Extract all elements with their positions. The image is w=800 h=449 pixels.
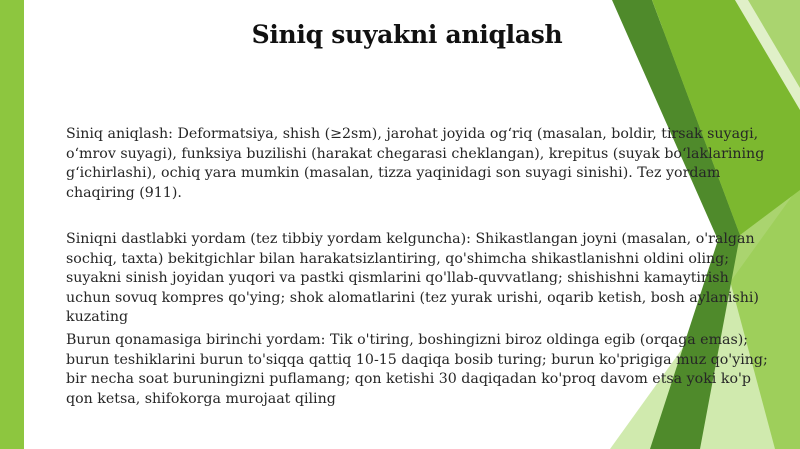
paragraph-fracture-signs: Siniq aniqlash: Deformatsiya, shish (≥2sm), jarohat joyida og‘riq (masalan, boldir, tirsak suyagi, o‘mrov suyagi), funksiya buzilishi (harakat chegarasi cheklangan), krepitus (suyak bo‘laklarining g‘ichirlashi), ochiq yara mumkin (masalan, tizza yaqinidagi son suyagi sinishi). Tez yordam chaqiring (911). <box>66 126 765 201</box>
slide-title: Siniq suyakni aniqlash <box>251 20 563 49</box>
paragraph-nosebleed-first-aid: Burun qonamasiga birinchi yordam: Tik o'tiring, boshingizni biroz oldinga egib (orqaga emas); burun teshiklarini burun to'siqqa qattiq 10-15 daqiqa bosib turing; burun ko'prigiga muz qo'ying; bir necha soat buruningizni puflamang; qon ketishi 30 daqiqadan ko'proq davom etsa yoki ko'p qon ketsa, shifokorga murojaat qiling <box>66 332 768 407</box>
paragraph-fracture-first-aid: Siniqni dastlabki yordam (tez tibbiy yordam kelguncha): Shikastlangan joyni (masalan, o'ralgan sochiq, taxta) bekitgichlar bilan harakatsizlantiring, qo'shimcha shikastlanishni oldini oling; suyakni sinish joyidan yuqori va pastki qismlarini qo'llab-quvvatlang; shishishni kamaytirish uchun sovuq kompres qo'ying; shok alomatlarini (tez yurak urishi, oqarib ketish, bosh aylanishi) kuzating <box>66 231 759 325</box>
